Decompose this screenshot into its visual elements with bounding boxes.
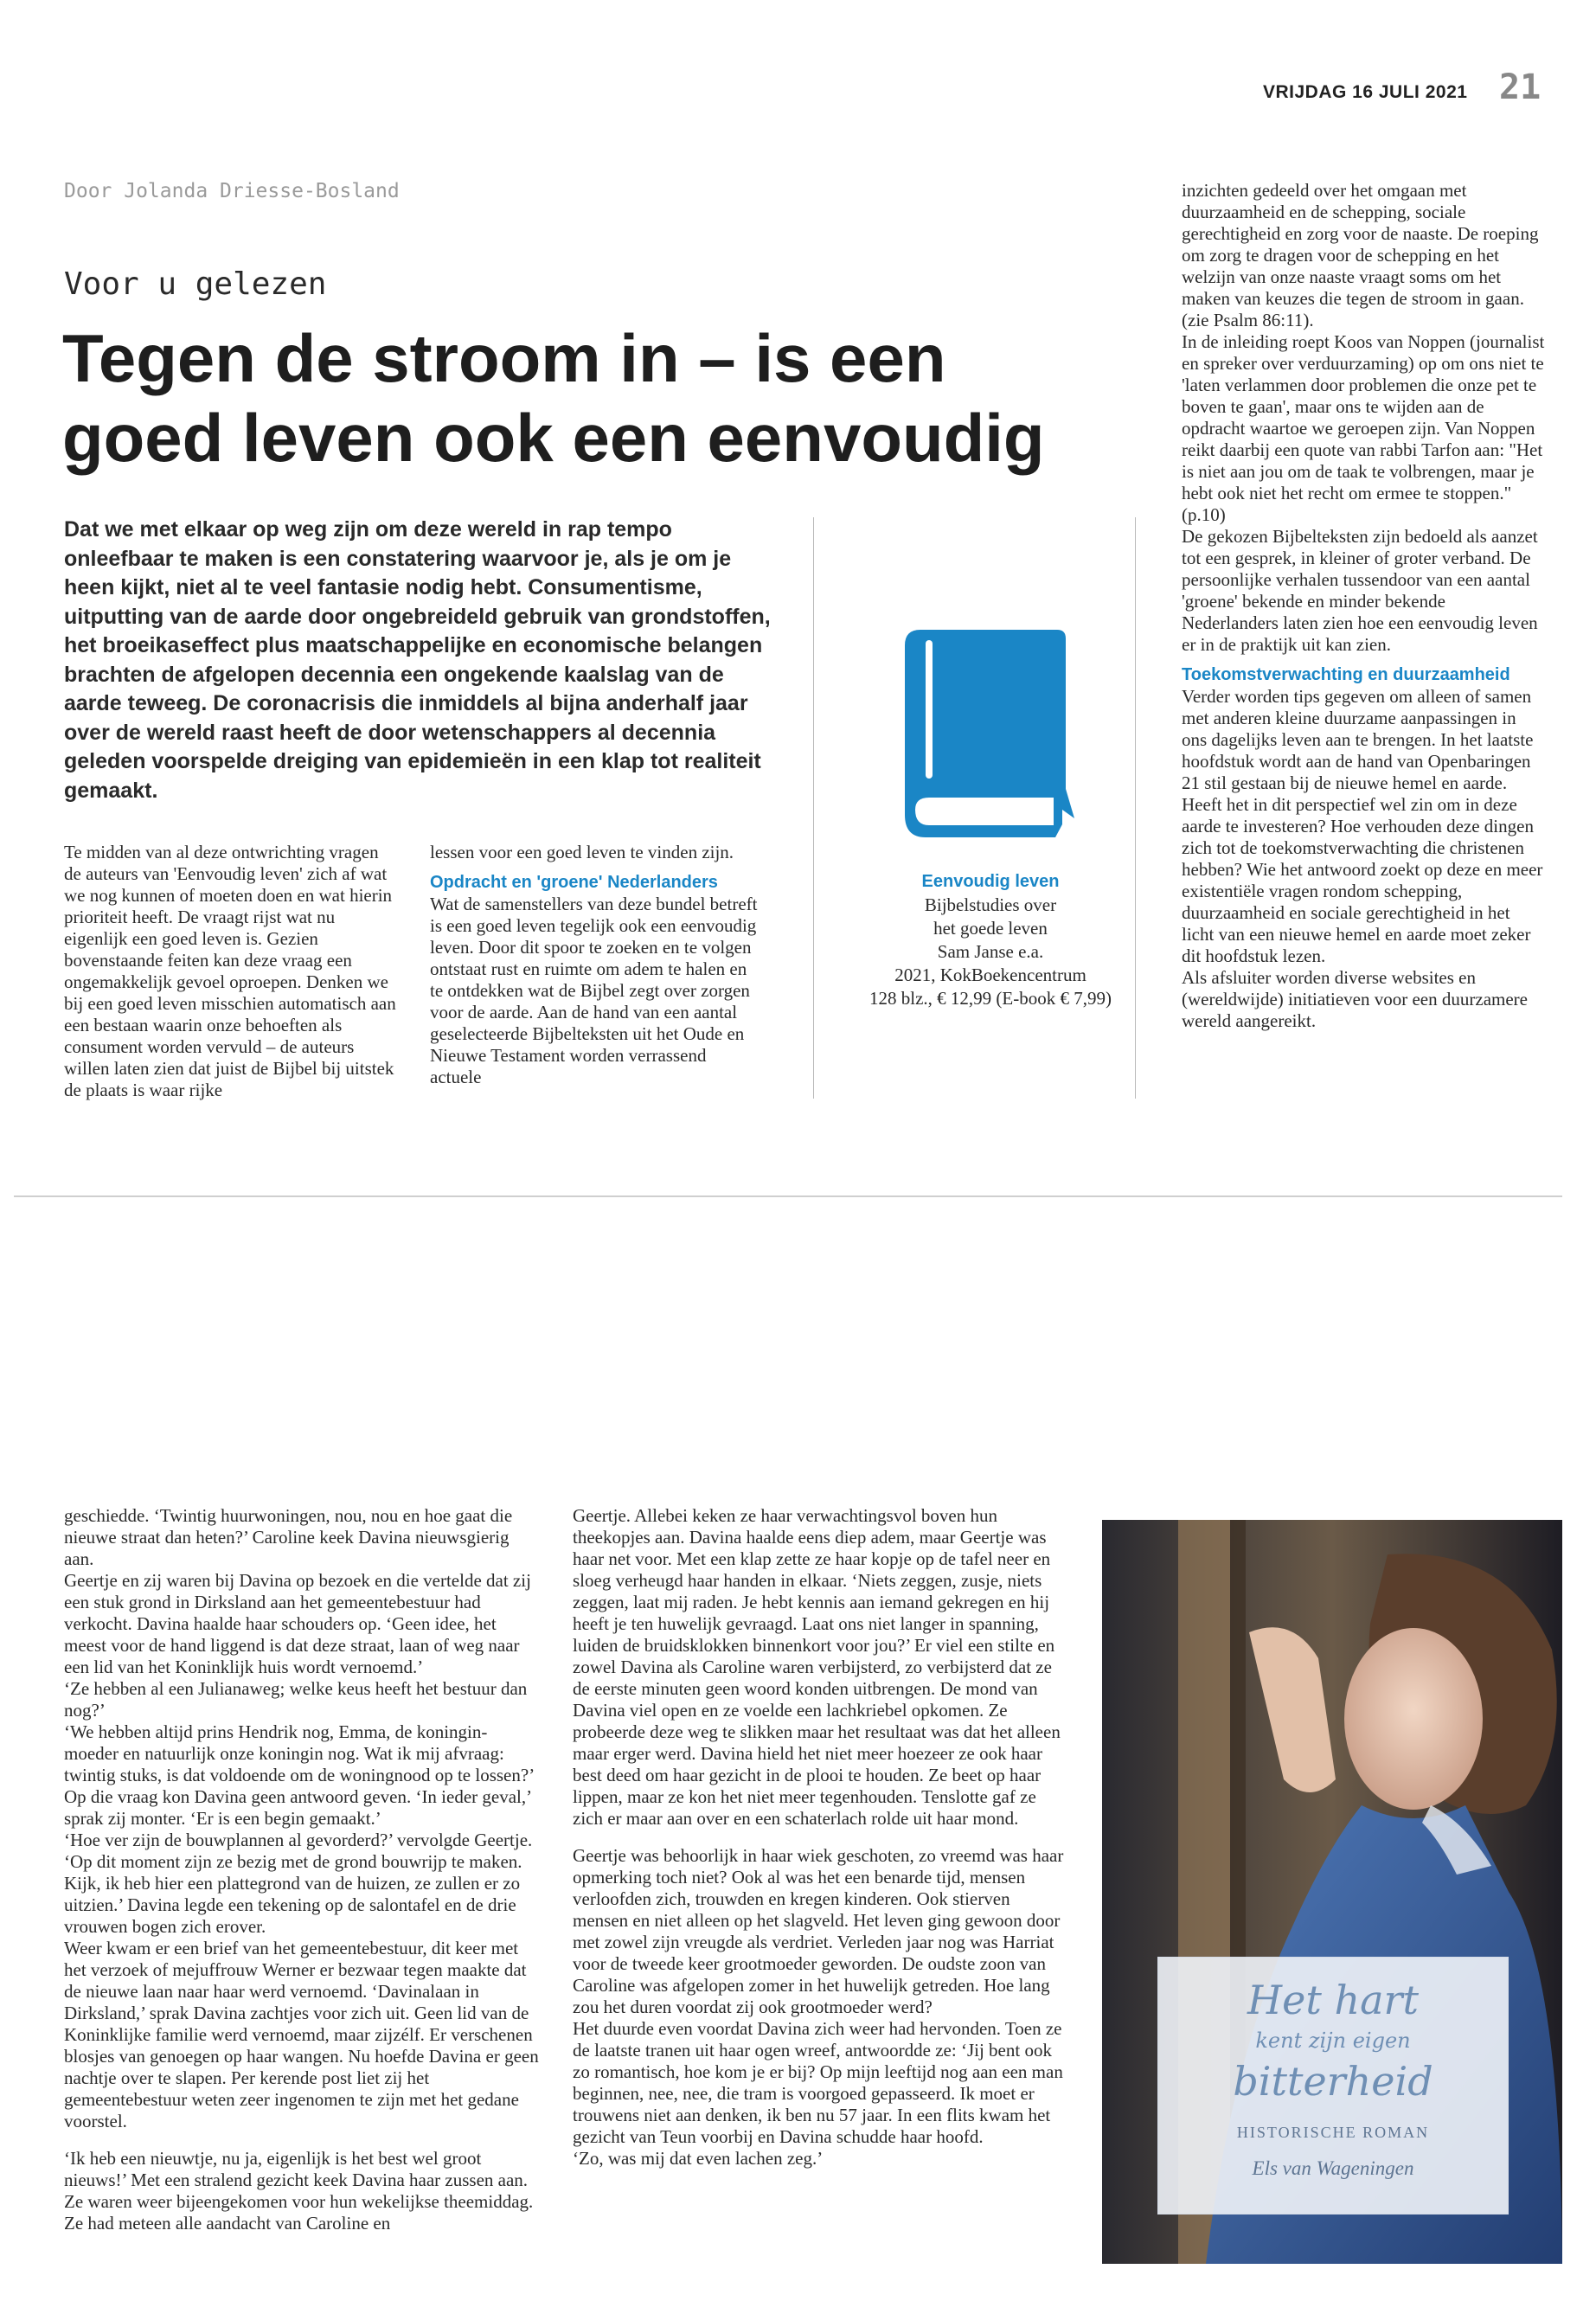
subheading: Toekomstverwachting en duurzaamheid (1182, 665, 1510, 684)
article-paragraph: Te midden van al deze ontwrichting vragen de auteurs van 'Eenvoudig leven' zich af wat we nog kunnen of moeten doen en wat hierin prioriteit heeft. De vraagt rijst wat nu eigenlijk een goed leven is. Gezien bovenstaande feiten kan deze vraag een ongemakkelijk gevoel oproepen. Denken we bij een goed leven misschien automatisch aan een bestaan waarin onze behoeften als consument worden vervuld – de auteurs willen laten zien dat juist de Bijbel bij uitstek de plaats is waar rijke (64, 842, 396, 1100)
story-paragraph: ‘Hoe ver zijn de bouwplannen al gevorderd?’ vervolgde Geertje. ‘Op dit moment zijn ze bezig met de grond bouwrijp te maken. Kijk, ik heb hier een plattegrond van de huizen, ze zullen er zo uitzien.’ Davina legde een tekening op de salontafel en de drie vrouwen bogen zich erover. (64, 1830, 533, 1937)
book-cover (1102, 1520, 1562, 2264)
story-paragraph: ‘Ze hebben al een Julianaweg; welke keus heeft het bestuur dan nog?’ (64, 1678, 528, 1721)
story-column-1 (64, 1505, 540, 2234)
section-kicker: Voor u gelezen (64, 266, 327, 302)
story-paragraph: Geertje. Allebei keken ze haar verwachtingsvol boven hun theekopjes aan. Davina haalde eens diep adem, maar Geertje was haar net voor. Met een klap zette ze haar kopje op de tafel neer en sloeg verheugd haar handen in elkaar. ‘Niets zeggen, zusje, niets zeggen, laat mij raden. Je hebt kennis aan iemand gekregen en hij heeft je ten huwelijk gevraagd. Laat ons niet langer in spanning, luiden de bruidsklokken binnenkort voor jou?’ Er viel een stilte en zowel Davina als Caroline waren verbijsterd, zo verbijsterd dat ze de eerste minuten geen woord konden uitbrengen. De mond van Davina viel open en ze voelde een lachkriebel opkomen. Ze probeerde deze weg te slikken maar het resultaat was dat het alleen maar erger werd. Davina hield het niet meer hoezeer ze ook haar best deed om haar gezicht in de plooi te houden. Ze beet op haar lippen, maar ze kon het niet meer tegenhouden. Tenslotte gaf ze zich er maar aan over en een schaterlach rolde uit haar mond. (573, 1505, 1061, 1829)
cover-title-panel (1157, 1957, 1509, 2214)
book-icon-graphic (905, 630, 1074, 837)
article-paragraph: De gekozen Bijbelteksten zijn bedoeld als aanzet tot een gesprek, in kleiner of groter verband. De persoonlijke verhalen tussendoor van een aantal 'groene' bekende en minder bekende Nederlanders laten zien hoe een eenvoudig leven er in de praktijk uit kan zien. (1182, 526, 1538, 655)
cover-title-line-1: Het hart (1247, 1977, 1419, 2023)
article-paragraph: Verder worden tips gegeven om alleen of samen met anderen kleine duurzame aanpassingen in ons dagelijks leven aan te brengen. In het laatste hoofdstuk wordt aan de hand van Openbaringen 21 stil gestaan bij de nieuwe hemel en aarde. Heeft het in dit perspectief wel zin om in deze aarde te investeren? Hoe verhouden deze dingen zich tot de toekomstverwachting die christenen hebben? Wie het antwoord zoekt op deze en meer existentiële vragen rondom schepping, duurzaamheid en sociale gerechtigheid in het licht van een nieuwe hemel en aarde moet zeker dit hoofdstuk lezen. (1182, 686, 1543, 966)
story-column-2 (573, 1505, 1064, 2170)
subheading: Opdracht en 'groene' Nederlanders (430, 873, 718, 892)
article-paragraph: lessen voor een goed leven te vinden zijn. (430, 842, 734, 862)
headline-line-1: Tegen de stroom in – is een (62, 320, 946, 396)
page-number: 21 (1499, 67, 1542, 107)
article-paragraph: Wat de samenstellers van deze bundel betreft is een goed leven tegelijk ook een eenvoudig leven. Door dit spoor te zoeken en te volgen ontstaat rust en ruimte om adem te halen en te ontdekken wat de Bijbel zegt over zorgen voor de aarde. Aan de hand van een aantal geselecteerde Bijbelteksten uit het Oude en Nieuwe Testament worden verrassend actuele (430, 894, 758, 1087)
book-info (830, 870, 1151, 1010)
section-divider (14, 1195, 1562, 1197)
cover-title-line-3: bitterheid (1233, 2058, 1433, 2105)
article-paragraph: Als afsluiter worden diverse websites en (wereldwijde) initiatieven voor een duurzamere wereld aangereikt. (1182, 967, 1528, 1031)
book-info-title: Eenvoudig leven (921, 872, 1060, 891)
cover-author: Els van Wageningen (1252, 2157, 1414, 2179)
intro-paragraph: Dat we met elkaar op weg zijn om deze wereld in rap tempo onleefbaar te maken is een constatering waarvoor je, als je om je heen kijkt, niet al te veel fantasie nodig hebt. Consumentisme, uitputting van de aarde door ongebreideld gebruik van grondstoffen, het broeikaseffect plus maatschappelijke en economische belangen brachten de afgelopen decennia een ongekende kaalslag van de aarde teweeg. De coronacrisis die inmiddels al bijna anderhalf jaar over de wereld raast heeft de door wetenschappers al decennia geleden voorspelde dreiging van epidemieën in een klap tot realiteit gemaakt. (64, 517, 771, 803)
headline (62, 318, 1135, 478)
story-paragraph: ‘We hebben altijd prins Hendrik nog, Emma, de koningin-moeder en natuurlijk onze koningin nog. Wat ik mij afvraag: twintig stuks, is dat voldoende om de woningnood op te lossen?’ Op die vraag kon Davina geen antwoord geven. ‘In ieder geval,’ sprak zij monter. ‘Er is een begin gemaakt.’ (64, 1721, 534, 1829)
article-column-3 (1182, 180, 1545, 1032)
book-info-subtitle: Bijbelstudies over (924, 894, 1057, 915)
cover-genre: HISTORISCHE ROMAN (1236, 2124, 1430, 2141)
story-paragraph: geschiedde. ‘Twintig huurwoningen, nou, nou en hoe gaat die nieuwe straat dan heten?’ Caroline keek Davina nieuwsgierig aan. (64, 1505, 513, 1569)
story-paragraph: Weer kwam er een brief van het gemeentebestuur, dit keer met het verzoek of mejuffrouw Werner er bezwaar tegen maakte dat de nieuwe laan naar haar werd vernoemd. ‘Davinalaan in Dirksland,’ sprak Davina zachtjes voor zich uit. Geen lid van de Koninklijke familie werd vernoemd, maar zijzélf. Er verschenen blosjes van genoegen op haar wangen. Nu hoefde Davina er geen nachtje over te slapen. Per kerende post liet zij het gemeentebestuur weten zeer ingenomen te zijn met het gedane voorstel. (64, 1938, 539, 2131)
story-paragraph: Geertje en zij waren bij Davina op bezoek en die vertelde dat zij een stuk grond in Dirksland aan het gemeentebestuur had verkocht. Davina haalde haar schouders op. ‘Geen idee, het meest voor de hand liggend is dat deze straat, laan of weg naar een lid van het Koninklijk huis wordt vernoemd.’ (64, 1570, 531, 1677)
book-info-price: 128 blz., € 12,99 (E-book € 7,99) (869, 988, 1112, 1009)
book-info-publisher: 2021, KokBoekencentrum (894, 965, 1086, 985)
article-column-1 (64, 842, 396, 1101)
headline-line-2: goed leven ook een eenvoudig (62, 400, 1045, 476)
column-divider (813, 517, 814, 1099)
article-column-2 (430, 842, 762, 1088)
column-divider (1135, 517, 1136, 1099)
book-info-subtitle-2: het goede leven (933, 918, 1048, 939)
cover-title-line-2: kent zijn eigen (1255, 2029, 1411, 2053)
story-paragraph: Geertje was behoorlijk in haar wiek geschoten, zo vreemd was haar opmerking toch niet? Ook al was het een benarde tijd, mensen verloofden zich, trouwden en kregen kinderen. Ook stierven mensen en niet alleen op het slagveld. Het leven ging gewoon door met zowel zijn vreugde als verdriet. Verleden jaar nog was Harriat voor de tweede keer grootmoeder geworden. De oudste zoon van Caroline was afgelopen zomer in het huwelijk getreden. Hoe lang zou het duren voordat zij ook grootmoeder werd? (573, 1845, 1064, 2017)
byline: Door Jolanda Driesse-Bosland (64, 180, 400, 202)
book-info-authors: Sam Janse e.a. (937, 941, 1044, 962)
issue-date: VRIJDAG 16 JULI 2021 (1263, 82, 1468, 102)
article-paragraph: inzichten gedeeld over het omgaan met duurzaamheid en de schepping, sociale gerechtigheid en zorg voor de naaste. De roeping om zorg te dragen voor de schepping en het welzijn van onze naaste vraagt soms om het maken van keuzes die tegen de stroom in gaan. (zie Psalm 86:11). (1182, 180, 1539, 330)
story-paragraph: ‘Zo, was mij dat even lachen zeg.’ (573, 2148, 824, 2169)
book-icon (905, 630, 1074, 837)
story-paragraph: Het duurde even voordat Davina zich weer had hervonden. Toen ze de laatste tranen uit haar ogen wreef, antwoordde ze: ‘Jij bent ook zo romantisch, hoe kom je er bij? Op mijn leeftijd nog aan een man beginnen, nee, nee, die tram is voorgoed gepasseerd. Ik moet er trouwens niet aan denken, ik ben nu 57 jaar. In een flits kwam het gezicht van Teun voorbij en Davina schudde haar hoofd. (573, 2018, 1063, 2147)
story-paragraph: ‘Ik heb een nieuwtje, nu ja, eigenlijk is het best wel groot nieuws!’ Met een stralend gezicht keek Davina haar zussen aan. Ze waren weer bijeengekomen voor hun wekelijkse theemiddag. Ze had meteen alle aandacht van Caroline en (64, 2148, 534, 2234)
article-paragraph: In de inleiding roept Koos van Noppen (journalist en spreker over verduurzaming) op om ons niet te 'laten verlammen door problemen die onze pet te boven te gaan', maar ons te wijden aan de opdracht waartoe we geroepen zijn. Van Noppen reikt daarbij een quote van rabbi Tarfon aan: "Het is niet aan jou om de taak te volbrengen, maar je hebt ook niet het recht om ermee te stoppen." (p.10) (1182, 331, 1545, 525)
